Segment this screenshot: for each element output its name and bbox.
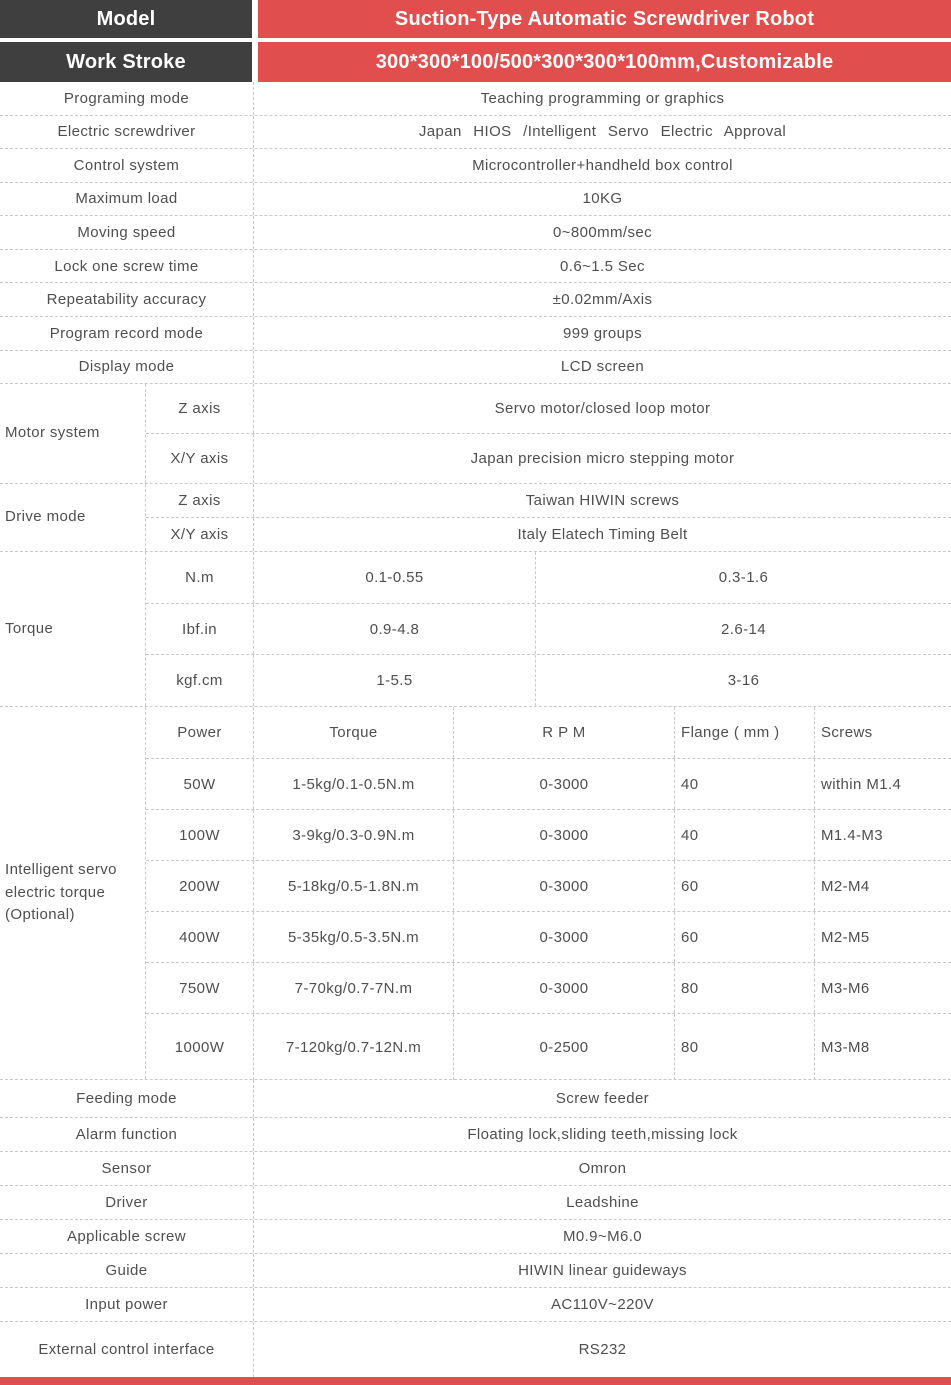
spec-value: Screw feeder — [253, 1080, 951, 1117]
cell-screws: within M1.4 — [814, 759, 951, 809]
servo-row-750w — [146, 962, 951, 1013]
cell-flange: 40 — [674, 759, 814, 809]
servo-row-200w — [146, 860, 951, 911]
spec-label: Program record mode — [49, 324, 204, 342]
axis-label: Z axis — [178, 400, 221, 417]
spec-row-program-record-mode — [0, 317, 951, 351]
cell-torque: 5-35kg/0.5-3.5N.m — [253, 912, 453, 962]
cell-screws: M2-M4 — [814, 861, 951, 911]
drive-xy-axis-row — [146, 517, 951, 551]
spec-label: Programing mode — [63, 89, 190, 107]
axis-value: Japan precision micro stepping motor — [253, 434, 951, 483]
spec-rows-top — [0, 82, 951, 384]
torque-unit: kgf.cm — [176, 672, 223, 690]
motor-z-axis-row — [146, 384, 951, 433]
spec-label: Lock one screw time — [54, 257, 199, 275]
spec-row-external-control-interface — [0, 1322, 951, 1377]
servo-row-100w — [146, 809, 951, 860]
spec-label: Guide — [105, 1262, 148, 1279]
spec-label: Sensor — [101, 1160, 152, 1177]
servo-row-1000w — [146, 1013, 951, 1080]
spec-value: HIWIN linear guideways — [253, 1254, 951, 1287]
spec-value: 10KG — [253, 183, 951, 216]
axis-value: Italy Elatech Timing Belt — [253, 518, 951, 551]
servo-header-row — [146, 707, 951, 758]
servo-row-50w — [146, 758, 951, 809]
axis-label: X/Y axis — [170, 450, 229, 467]
spec-label: External control interface — [38, 1341, 215, 1358]
cell-flange: 80 — [674, 1014, 814, 1080]
spec-label: Feeding mode — [76, 1090, 177, 1107]
cell-screws: M1.4-M3 — [814, 810, 951, 860]
spec-value: ±0.02mm/Axis — [253, 283, 951, 316]
torque-low: 0.1-0.55 — [253, 552, 535, 603]
spec-label: Moving speed — [77, 224, 176, 242]
spec-label: Applicable screw — [67, 1228, 186, 1245]
section-label: Motor system — [0, 384, 146, 483]
cell-power: 50W — [183, 775, 216, 793]
torque-high: 2.6-14 — [535, 604, 951, 655]
spec-row-programing-mode — [0, 82, 951, 116]
motor-xy-axis-row — [146, 433, 951, 483]
spec-label: Maximum load — [75, 190, 178, 208]
spec-value: Japan HIOS /Intelligent Servo Electric Approval — [253, 116, 951, 149]
cell-power: 1000W — [174, 1038, 225, 1056]
spec-value: 0.6~1.5 Sec — [253, 250, 951, 283]
spec-rows-bottom — [0, 1080, 951, 1377]
cell-rpm: 0-2500 — [453, 1014, 674, 1080]
spec-row-driver — [0, 1186, 951, 1220]
col-header-torque: Torque — [253, 707, 453, 758]
cell-rpm: 0-3000 — [453, 912, 674, 962]
spec-value: Teaching programming or graphics — [253, 82, 951, 115]
spec-value: AC110V~220V — [253, 1288, 951, 1321]
cell-screws: M3-M8 — [814, 1014, 951, 1080]
spec-row-maximum-load — [0, 183, 951, 217]
cell-flange: 60 — [674, 861, 814, 911]
cell-power: 750W — [179, 979, 220, 997]
spec-row-input-power — [0, 1288, 951, 1322]
spec-row-electric-screwdriver — [0, 116, 951, 150]
axis-label: Z axis — [178, 492, 221, 509]
torque-kgfcm-row — [146, 654, 951, 706]
cell-torque: 3-9kg/0.3-0.9N.m — [253, 810, 453, 860]
torque-high: 0.3-1.6 — [535, 552, 951, 603]
drive-mode-section — [0, 484, 951, 552]
section-label: Intelligent servo electric torque (Optional) — [0, 707, 146, 1079]
cell-screws: M3-M6 — [814, 963, 951, 1013]
servo-row-400w — [146, 911, 951, 962]
axis-label: X/Y axis — [170, 526, 229, 543]
cell-flange: 60 — [674, 912, 814, 962]
spec-row-lock-one-screw-time — [0, 250, 951, 284]
work-stroke-label: Work Stroke — [0, 42, 252, 82]
torque-unit: Ibf.in — [182, 620, 217, 638]
cell-torque: 1-5kg/0.1-0.5N.m — [253, 759, 453, 809]
spec-row-alarm-function — [0, 1118, 951, 1152]
cell-rpm: 0-3000 — [453, 963, 674, 1013]
spec-label: Input power — [85, 1296, 168, 1313]
spec-value: Omron — [253, 1152, 951, 1185]
spec-label: Display mode — [78, 358, 175, 376]
spec-value: Microcontroller+handheld box control — [253, 149, 951, 182]
drive-mode-rows — [146, 484, 951, 551]
spec-row-sensor — [0, 1152, 951, 1186]
section-label: Drive mode — [0, 484, 146, 551]
work-stroke-value: 300*300*100/500*300*300*100mm,Customizable — [258, 42, 951, 82]
spec-value: 999 groups — [253, 317, 951, 350]
cell-flange: 80 — [674, 963, 814, 1013]
spec-label: Driver — [105, 1194, 148, 1211]
servo-torque-table — [146, 707, 951, 1079]
spec-label: Alarm function — [75, 1126, 178, 1143]
torque-rows — [146, 552, 951, 706]
cell-torque: 7-70kg/0.7-7N.m — [253, 963, 453, 1013]
spec-row-feeding-mode — [0, 1080, 951, 1118]
torque-high: 3-16 — [535, 655, 951, 706]
cell-torque: 7-120kg/0.7-12N.m — [253, 1014, 453, 1080]
cell-rpm: 0-3000 — [453, 810, 674, 860]
servo-torque-section — [0, 707, 951, 1080]
cell-power: 400W — [179, 928, 220, 946]
spec-value: Floating lock,sliding teeth,missing lock — [253, 1118, 951, 1151]
header-work-stroke-row — [0, 42, 951, 82]
spec-row-applicable-screw — [0, 1220, 951, 1254]
spec-row-moving-speed — [0, 216, 951, 250]
spec-value: LCD screen — [253, 351, 951, 384]
axis-value: Taiwan HIWIN screws — [253, 484, 951, 517]
spec-value: M0.9~M6.0 — [253, 1220, 951, 1253]
spec-row-display-mode — [0, 351, 951, 385]
motor-system-section — [0, 384, 951, 484]
col-header-screws: Screws — [814, 707, 951, 758]
section-label: Torque — [0, 552, 146, 706]
model-value: Suction-Type Automatic Screwdriver Robot — [258, 0, 951, 38]
spec-value: 0~800mm/sec — [253, 216, 951, 249]
col-header-rpm: R P M — [453, 707, 674, 758]
torque-section — [0, 552, 951, 707]
torque-unit: N.m — [185, 568, 214, 586]
spec-label: Control system — [73, 156, 180, 174]
torque-lbfin-row — [146, 603, 951, 655]
spec-label: Repeatability accuracy — [46, 291, 207, 309]
cell-power: 200W — [179, 877, 220, 895]
axis-value: Servo motor/closed loop motor — [253, 384, 951, 433]
spec-row-guide — [0, 1254, 951, 1288]
cell-screws: M2-M5 — [814, 912, 951, 962]
cell-rpm: 0-3000 — [453, 861, 674, 911]
torque-low: 0.9-4.8 — [253, 604, 535, 655]
col-header-power: Power — [177, 724, 222, 741]
bottom-accent-bar — [0, 1377, 951, 1385]
spec-row-repeatability-accuracy — [0, 283, 951, 317]
torque-low: 1-5.5 — [253, 655, 535, 706]
cell-rpm: 0-3000 — [453, 759, 674, 809]
spec-label: Electric screwdriver — [57, 123, 196, 141]
model-label: Model — [0, 0, 252, 38]
cell-flange: 40 — [674, 810, 814, 860]
drive-z-axis-row — [146, 484, 951, 517]
spec-row-control-system — [0, 149, 951, 183]
torque-nm-row — [146, 552, 951, 603]
spec-value: RS232 — [253, 1322, 951, 1377]
cell-torque: 5-18kg/0.5-1.8N.m — [253, 861, 453, 911]
cell-power: 100W — [179, 826, 220, 844]
col-header-flange: Flange ( mm ) — [674, 707, 814, 758]
motor-system-rows — [146, 384, 951, 483]
header-model-row — [0, 0, 951, 38]
spec-value: Leadshine — [253, 1186, 951, 1219]
